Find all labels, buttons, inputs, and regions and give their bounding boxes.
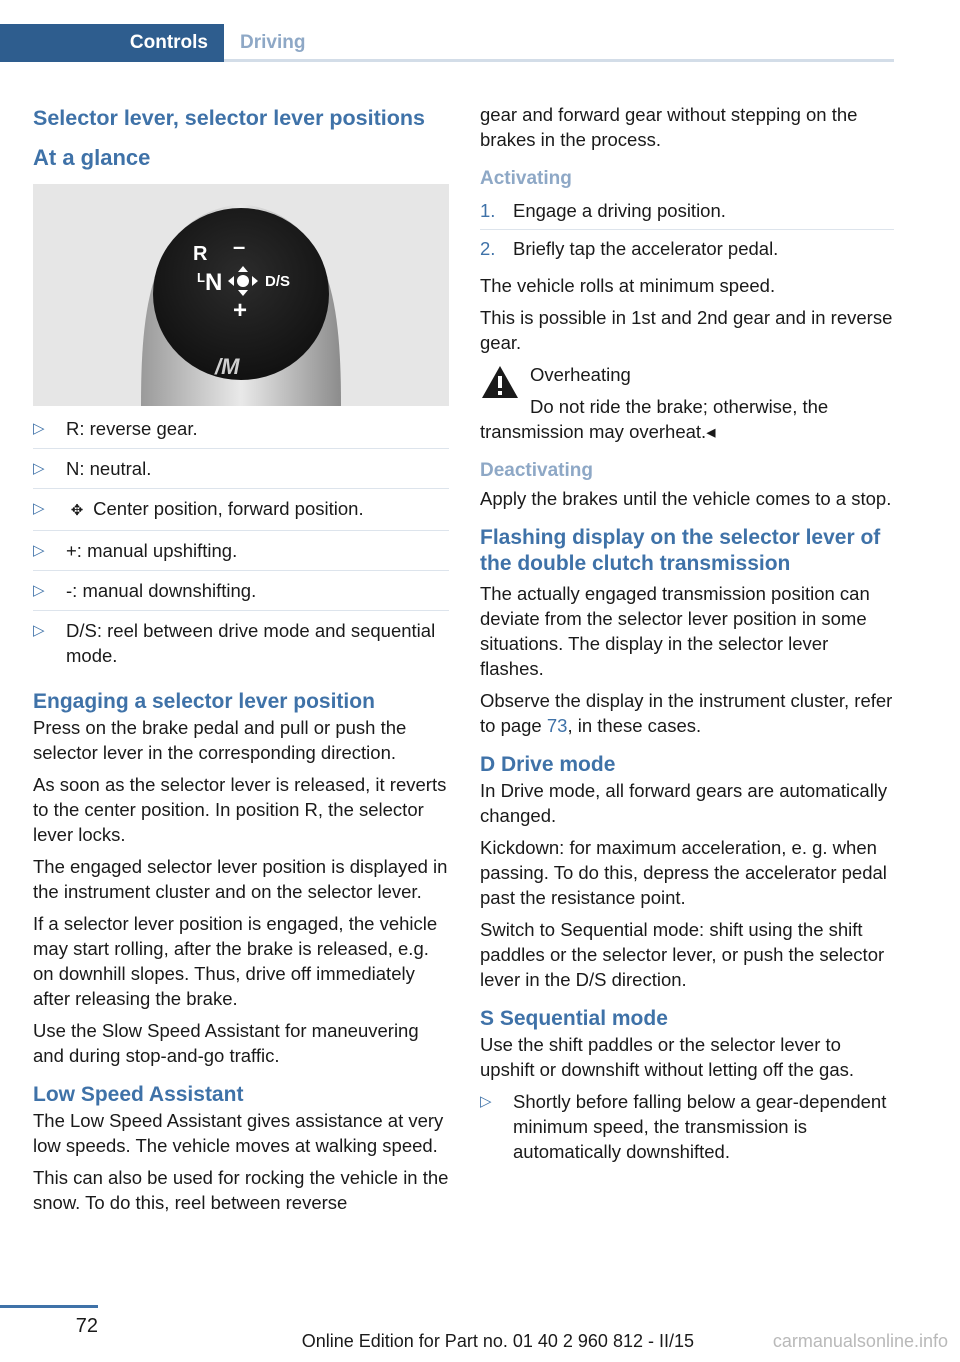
figure-label-l: L [197, 270, 205, 285]
figure-label-plus: + [233, 297, 248, 324]
warning-triangle-icon [480, 364, 520, 400]
triangle-bullet-icon: ▷ [33, 582, 45, 599]
list-item: ▷ D/S: reel between drive mode and sequential mode. [33, 620, 436, 666]
header-divider [224, 59, 894, 62]
triangle-bullet-icon: ▷ [33, 622, 45, 639]
triangle-bullet-icon: ▷ [33, 542, 45, 559]
paragraph: Switch to Sequential mode: shift using the shift paddles or the selector lever, or push the selector lever in the D/S direction. [480, 919, 885, 990]
selector-lever-illustration [33, 184, 449, 406]
paragraph: Apply the brakes until the vehicle comes to a stop. [480, 488, 892, 509]
list-item: ▷ -: manual downshifting. [33, 578, 449, 611]
figure-label-r: R [193, 243, 208, 265]
heading-drive-mode: D Drive mode [480, 753, 616, 776]
paragraph: In Drive mode, all forward gears are automatically changed. [480, 780, 888, 826]
warning-block [480, 362, 894, 444]
page-number: 72 [75, 1315, 98, 1337]
page-link[interactable]: 73 [546, 715, 568, 736]
warning-title: Overheating [530, 364, 631, 385]
paragraph: The vehicle rolls at minimum speed. [480, 275, 776, 296]
paragraph: The actually engaged transmission position can deviate from the selector lever position in some situations. The display in the selector lever flashes. [480, 583, 870, 679]
list-item: ▷ ✥ Center position, forward position. [33, 496, 449, 531]
list-item: ▷ N: neutral. [33, 456, 449, 489]
activating-steps [480, 198, 894, 267]
center-position-icon: ✥ [70, 502, 84, 519]
paragraph: Press on the brake pedal and pull or push the selector lever in the corresponding direction. [33, 717, 407, 763]
paragraph: If a selector lever position is engaged, the vehicle may start rolling, after the brake is released, e.g. on downhill slopes. Thus, drive off immediately after releasing the brake. [33, 913, 438, 1009]
paragraph: The engaged selector lever position is displayed in the instrument cluster and on the selector lever. [33, 856, 448, 902]
left-column [33, 100, 449, 1222]
heading-low-speed-assistant: Low Speed Assistant [33, 1083, 244, 1106]
triangle-bullet-icon: ▷ [33, 500, 45, 517]
heading-engaging: Engaging a selector lever position [33, 690, 375, 713]
list-item: 1. Engage a driving position. [480, 198, 894, 230]
paragraph: Use the Slow Speed Assistant for maneuvering and during stop-and-go traffic. [33, 1020, 419, 1066]
heading-flashing-display: Flashing display on the selector lever of the double clutch transmission [480, 526, 881, 575]
paragraph: This is possible in 1st and 2nd gear and in reverse gear. [480, 307, 893, 353]
warning-text-tail: transmission may overheat.◂ [480, 421, 716, 442]
subsection-title-at-a-glance: At a glance [33, 145, 151, 170]
heading-deactivating: Deactivating [480, 460, 593, 481]
paragraph-continued: gear and forward gear without stepping on the brakes in the process. [480, 104, 858, 150]
tab-controls[interactable]: Controls [0, 24, 224, 62]
paragraph: Kickdown: for maximum acceleration, e. g. when passing. To do this, depress the accelerator pedal past the resistance point. [480, 837, 887, 908]
heading-activating: Activating [480, 168, 572, 189]
heading-sequential-mode: S Sequential mode [480, 1007, 668, 1030]
paragraph: Use the shift paddles or the selector lever to upshift or downshift without letting off the gas. [480, 1034, 854, 1080]
edition-note: Online Edition for Part no. 01 40 2 960 812 - II/15 [301, 1331, 694, 1351]
m-logo: /M [215, 354, 240, 379]
list-item: ▷ R: reverse gear. [33, 416, 449, 449]
triangle-bullet-icon: ▷ [33, 420, 45, 437]
paragraph: The Low Speed Assistant gives assistance at very low speeds. The vehicle moves at walking speed. [33, 1110, 444, 1156]
figure-label-minus: – [233, 234, 246, 259]
footer-divider [0, 1305, 98, 1308]
paragraph: Observe the display in the instrument cluster, refer to page 73, in these cases. [480, 690, 893, 736]
triangle-bullet-icon: ▷ [480, 1093, 492, 1110]
figure-label-ds: D/S [265, 273, 291, 290]
triangle-bullet-icon: ▷ [33, 460, 45, 477]
lever-positions-list [33, 416, 449, 675]
list-item: ▷ Shortly before falling below a gear-dependent minimum speed, the transmission is automatically downshifted. [480, 1091, 887, 1162]
sequential-list [480, 1089, 894, 1171]
paragraph: This can also be used for rocking the vehicle in the snow. To do this, reel between reverse [33, 1167, 449, 1213]
list-item: 2. Briefly tap the accelerator pedal. [480, 238, 779, 259]
top-navigation [0, 0, 960, 62]
figure-label-n: N [205, 269, 223, 296]
list-item: ▷ +: manual upshifting. [33, 538, 449, 571]
selector-lever-figure [33, 184, 449, 406]
paragraph: As soon as the selector lever is released, it reverts to the center position. In position R, the selector lever locks. [33, 774, 447, 845]
tab-driving[interactable]: Driving [240, 32, 306, 53]
watermark: carmanualsonline.info [772, 1331, 948, 1351]
section-title: Selector lever, selector lever positions [33, 106, 425, 130]
right-column [480, 100, 894, 1178]
warning-text: Do not ride the brake; otherwise, the [530, 396, 829, 417]
